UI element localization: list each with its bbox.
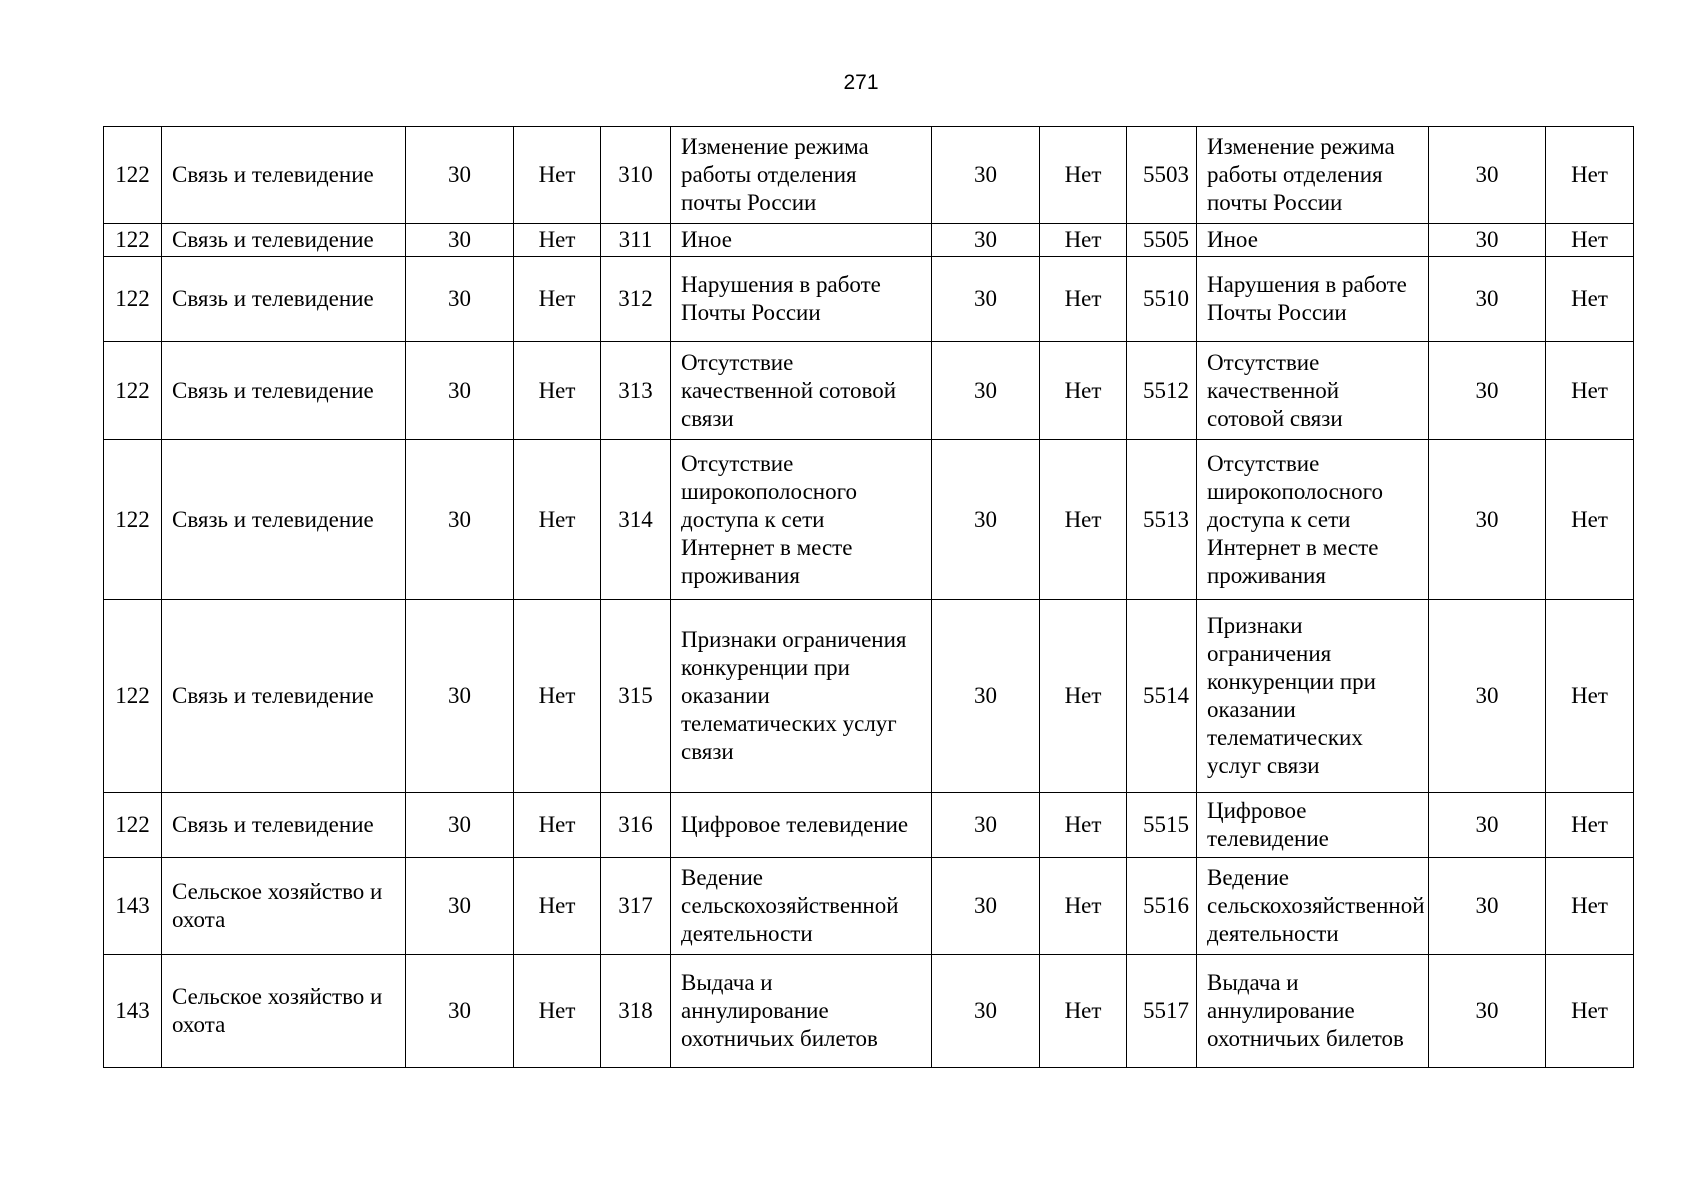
cell-question-flag: Нет: [1546, 793, 1634, 858]
cell-question-name: Нарушения в работе Почты России: [1197, 257, 1429, 342]
cell-question-flag: Нет: [1546, 955, 1634, 1068]
cell-question-flag: Нет: [1546, 858, 1634, 955]
cell-subtopic-name: Отсутствие качественной сотовой связи: [671, 342, 932, 440]
cell-question-flag: Нет: [1546, 600, 1634, 793]
cell-topic-code: 122: [104, 793, 162, 858]
cell-subtopic-name: Признаки ограничения конкуренции при оказании телематических услуг связи: [671, 600, 932, 793]
cell-subtopic-name: Изменение режима работы отделения почты России: [671, 127, 932, 224]
cell-subtopic-days: 30: [932, 257, 1040, 342]
cell-question-code: 5512: [1127, 342, 1197, 440]
cell-subtopic-days: 30: [932, 440, 1040, 600]
cell-question-name: Выдача и аннулирование охотничьих билетов: [1197, 955, 1429, 1068]
cell-subtopic-flag: Нет: [1040, 224, 1127, 257]
cell-question-name: Изменение режима работы отделения почты России: [1197, 127, 1429, 224]
cell-topic-flag: Нет: [514, 342, 601, 440]
cell-topic-name: Связь и телевидение: [162, 440, 406, 600]
cell-question-days: 30: [1429, 793, 1546, 858]
cell-question-days: 30: [1429, 440, 1546, 600]
cell-topic-code: 122: [104, 440, 162, 600]
cell-question-code: 5510: [1127, 257, 1197, 342]
cell-topic-flag: Нет: [514, 858, 601, 955]
cell-subtopic-code: 311: [601, 224, 671, 257]
cell-topic-flag: Нет: [514, 955, 601, 1068]
cell-subtopic-code: 315: [601, 600, 671, 793]
cell-question-days: 30: [1429, 224, 1546, 257]
cell-question-flag: Нет: [1546, 440, 1634, 600]
cell-subtopic-flag: Нет: [1040, 600, 1127, 793]
cell-subtopic-flag: Нет: [1040, 257, 1127, 342]
cell-subtopic-code: 312: [601, 257, 671, 342]
cell-subtopic-name: Ведение сельскохозяйственной деятельности: [671, 858, 932, 955]
cell-subtopic-code: 310: [601, 127, 671, 224]
cell-topic-name: Связь и телевидение: [162, 793, 406, 858]
cell-subtopic-days: 30: [932, 342, 1040, 440]
cell-subtopic-flag: Нет: [1040, 793, 1127, 858]
cell-subtopic-code: 314: [601, 440, 671, 600]
cell-subtopic-code: 318: [601, 955, 671, 1068]
cell-question-code: 5515: [1127, 793, 1197, 858]
cell-question-days: 30: [1429, 127, 1546, 224]
cell-question-code: 5513: [1127, 440, 1197, 600]
cell-question-days: 30: [1429, 858, 1546, 955]
table-row: [104, 858, 1634, 955]
cell-topic-flag: Нет: [514, 793, 601, 858]
cell-topic-days: 30: [406, 224, 514, 257]
cell-topic-flag: Нет: [514, 600, 601, 793]
cell-topic-days: 30: [406, 793, 514, 858]
cell-subtopic-name: Цифровое телевидение: [671, 793, 932, 858]
cell-topic-days: 30: [406, 127, 514, 224]
cell-topic-name: Сельское хозяйство и охота: [162, 858, 406, 955]
cell-subtopic-name: Иное: [671, 224, 932, 257]
cell-question-days: 30: [1429, 342, 1546, 440]
cell-question-code: 5503: [1127, 127, 1197, 224]
table-row: [104, 793, 1634, 858]
cell-question-name: Признаки ограничения конкуренции при оказании телематических услуг связи: [1197, 600, 1429, 793]
cell-subtopic-flag: Нет: [1040, 858, 1127, 955]
table-body: [104, 127, 1634, 1068]
cell-question-name: Отсутствие широкополосного доступа к сети Интернет в месте проживания: [1197, 440, 1429, 600]
cell-topic-code: 122: [104, 257, 162, 342]
cell-topic-code: 122: [104, 600, 162, 793]
cell-subtopic-days: 30: [932, 127, 1040, 224]
cell-topic-name: Связь и телевидение: [162, 257, 406, 342]
table-row: [104, 600, 1634, 793]
cell-subtopic-code: 313: [601, 342, 671, 440]
cell-subtopic-days: 30: [932, 600, 1040, 793]
cell-topic-days: 30: [406, 440, 514, 600]
cell-topic-days: 30: [406, 955, 514, 1068]
cell-topic-name: Связь и телевидение: [162, 224, 406, 257]
page-number: 271: [843, 71, 879, 94]
cell-question-flag: Нет: [1546, 257, 1634, 342]
cell-topic-name: Сельское хозяйство и охота: [162, 955, 406, 1068]
cell-question-flag: Нет: [1546, 224, 1634, 257]
cell-subtopic-days: 30: [932, 858, 1040, 955]
cell-question-name: Ведение сельскохозяйственной деятельности: [1197, 858, 1429, 955]
cell-topic-code: 122: [104, 224, 162, 257]
cell-topic-days: 30: [406, 342, 514, 440]
cell-question-code: 5517: [1127, 955, 1197, 1068]
cell-question-code: 5514: [1127, 600, 1197, 793]
cell-subtopic-days: 30: [932, 224, 1040, 257]
cell-subtopic-flag: Нет: [1040, 342, 1127, 440]
cell-question-code: 5516: [1127, 858, 1197, 955]
cell-topic-name: Связь и телевидение: [162, 600, 406, 793]
cell-subtopic-name: Нарушения в работе Почты России: [671, 257, 932, 342]
cell-topic-flag: Нет: [514, 440, 601, 600]
cell-topic-name: Связь и телевидение: [162, 127, 406, 224]
cell-subtopic-flag: Нет: [1040, 440, 1127, 600]
cell-question-days: 30: [1429, 955, 1546, 1068]
cell-topic-days: 30: [406, 600, 514, 793]
cell-subtopic-name: Выдача и аннулирование охотничьих билетов: [671, 955, 932, 1068]
cell-question-name: Цифровое телевидение: [1197, 793, 1429, 858]
cell-question-code: 5505: [1127, 224, 1197, 257]
table-row: [104, 440, 1634, 600]
cell-question-flag: Нет: [1546, 127, 1634, 224]
table-row: [104, 342, 1634, 440]
cell-subtopic-days: 30: [932, 793, 1040, 858]
cell-topic-flag: Нет: [514, 257, 601, 342]
table-row: [104, 955, 1634, 1068]
cell-question-days: 30: [1429, 600, 1546, 793]
cell-topic-name: Связь и телевидение: [162, 342, 406, 440]
cell-subtopic-flag: Нет: [1040, 955, 1127, 1068]
cell-topic-flag: Нет: [514, 127, 601, 224]
cell-subtopic-flag: Нет: [1040, 127, 1127, 224]
cell-topic-code: 122: [104, 127, 162, 224]
cell-topic-days: 30: [406, 257, 514, 342]
cell-topic-code: 122: [104, 342, 162, 440]
cell-question-name: Отсутствие качественной сотовой связи: [1197, 342, 1429, 440]
table-row: [104, 127, 1634, 224]
cell-question-name: Иное: [1197, 224, 1429, 257]
cell-topic-flag: Нет: [514, 224, 601, 257]
table-row: [104, 224, 1634, 257]
cell-topic-code: 143: [104, 955, 162, 1068]
cell-subtopic-name: Отсутствие широкополосного доступа к сети Интернет в месте проживания: [671, 440, 932, 600]
cell-topic-days: 30: [406, 858, 514, 955]
table-row: [104, 257, 1634, 342]
cell-question-flag: Нет: [1546, 342, 1634, 440]
cell-subtopic-code: 316: [601, 793, 671, 858]
classifier-table: [103, 126, 1634, 1068]
cell-question-days: 30: [1429, 257, 1546, 342]
cell-topic-code: 143: [104, 858, 162, 955]
cell-subtopic-code: 317: [601, 858, 671, 955]
cell-subtopic-days: 30: [932, 955, 1040, 1068]
